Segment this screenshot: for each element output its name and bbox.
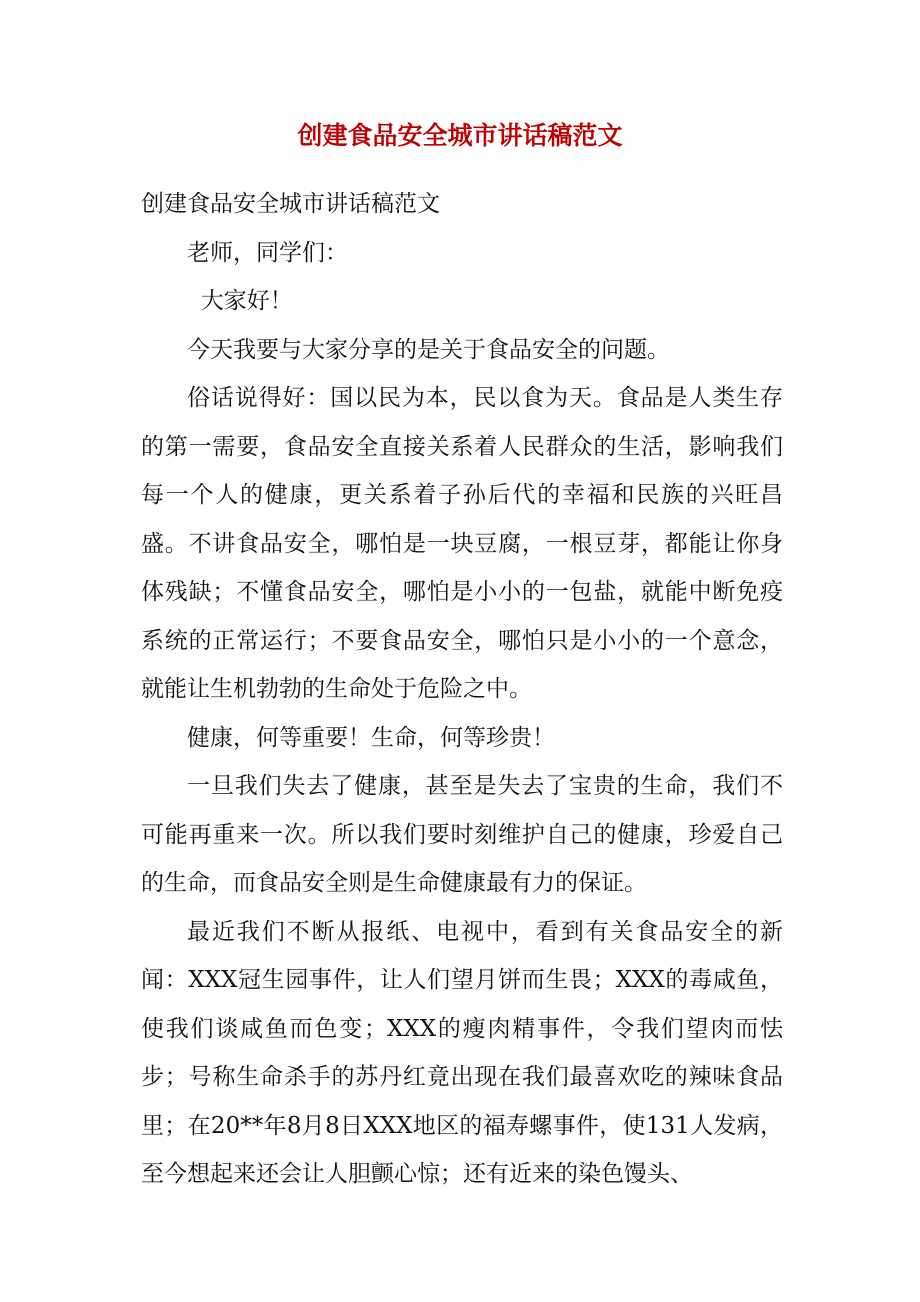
salutation: 老师，同学们： — [187, 239, 348, 266]
paragraph-news-events: 最近我们不断从报纸、电视中，看到有关食品安全的新闻：XXX冠生园事件，让人们望月饼而生畏；XXX的毒咸鱼，使我们谈咸鱼而色变；XXX的瘦肉精事件，令我们望肉而怯步；号称生命杀手的苏丹红竟出现在我们最喜欢吃的辣味食品里；在20**年8月8日XXX地区的福寿螺事件，使131人发病，至今想起来还会让人胆颤心惊；还有近来的染色馒头、 — [141, 918, 783, 1187]
paragraph-lose-health: 一旦我们失去了健康，甚至是失去了宝贵的生命，我们不可能再重来一次。所以我们要时刻维护自己的健康，珍爱自己的生命，而食品安全则是生命健康最有力的保证。 — [141, 773, 783, 896]
greeting: 大家好！ — [200, 288, 293, 314]
document-subtitle: 创建食品安全城市讲话稿范文 — [141, 191, 440, 217]
paragraph-food-importance: 俗话说得好：国以民为本，民以食为天。食品是人类生存的第一需要，食品安全直接关系着人民群众的生活，影响我们每一个人的健康，更关系着子孙后代的幸福和民族的兴旺昌盛。不讲食品安全，哪怕是一块豆腐，一根豆芽，都能让你身体残缺；不懂食品安全，哪怕是小小的一包盐，就能中断免疫系统的正常运行；不要食品安全，哪怕只是小小的一个意念，就能让生机勃勃的生命处于危险之中。 — [141, 385, 783, 702]
paragraph-intro: 今天我要与大家分享的是关于食品安全的问题。 — [187, 336, 670, 363]
document-body — [141, 180, 783, 1199]
paragraph-health-life: 健康，何等重要！生命，何等珍贵！ — [187, 724, 555, 751]
document-title: 创建食品安全城市讲话稿范文 — [297, 121, 623, 150]
